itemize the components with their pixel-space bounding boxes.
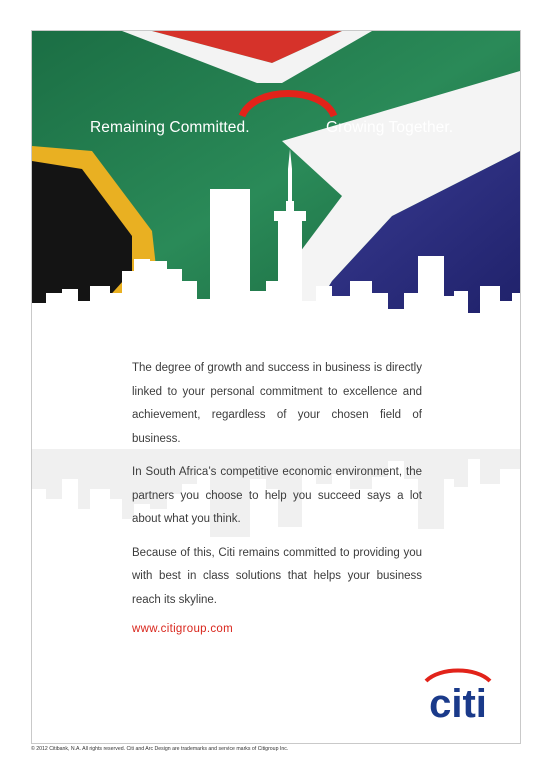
paragraph-growth: The degree of growth and success in business is directly linked to your personal commitment to excellence and achievement, regardless of your chosen field of business. <box>132 362 422 445</box>
citi-logo-arc <box>426 671 490 682</box>
paragraph-citi-commitment: Because of this, Citi remains committed to providing you with best in class solutions that helps your business reach its skyline. <box>132 546 422 606</box>
citi-logo-text: citi <box>429 682 487 725</box>
tagline-remaining-committed: Remaining Committed. <box>90 119 250 136</box>
paragraph-south-africa: In South Africa’s competitive economic environment, the partners you choose to help you succeed says a lot about what you think. <box>132 466 422 525</box>
tagline-growing-together: Growing Together. <box>326 119 454 136</box>
hero-flag-skyline <box>32 31 520 331</box>
legal-footer: © 2012 Citibank, N.A. All rights reserved. Citi and Arc Design are trademarks and service marks of Citigroup Inc. <box>31 746 289 752</box>
citi-logo <box>420 665 496 725</box>
website-link[interactable]: www.citigroup.com <box>132 623 233 635</box>
south-africa-flag-skyline-image <box>32 31 520 331</box>
body-copy <box>132 357 422 622</box>
advertisement-page <box>31 30 521 744</box>
